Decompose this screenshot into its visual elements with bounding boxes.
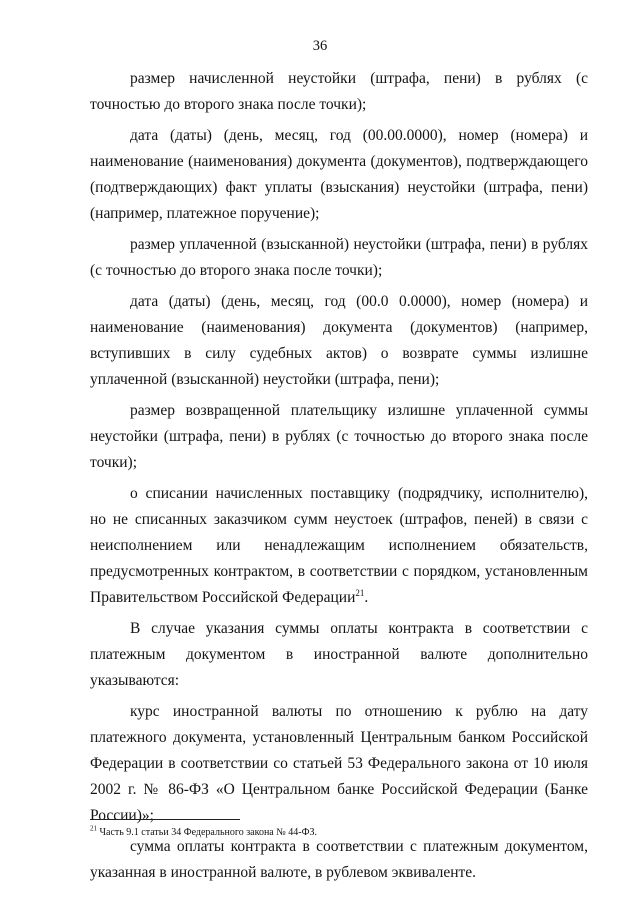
paragraph-text: о списании начисленных поставщику (подрядчику, исполнителю), но не списанных заказчиком сумм неустоек (штрафов, пеней) в связи с неисполнением или ненадлежащим исполнением обязательств, предусмотренных контрактом, в соответствии с порядком, установленным Правительством Российской Федерации [90,485,588,606]
paragraph-end-punctuation: . [364,589,369,606]
paragraph: размер начисленной неустойки (штрафа, пени) в рублях (с точностью до второго знака после точки); [90,70,588,113]
footnote-marker: 21 [90,824,97,833]
paragraph: дата (даты) (день, месяц, год (00.0 0.0000), номер (номера) и наименование (наименования) документа (документов) (например, вступивших в силу судебных актов) о возврате суммы излишне уплаченной (взысканной) неустойки (штрафа, пени); [90,293,588,388]
paragraph: курс иностранной валюты по отношению к рублю на дату платежного документа, установленный Центральным банком Российской Федерации в соответствии со статьей 53 Федерального закона от 10 июля 2002 г. № 86-ФЗ «О Центральном банке Российской Федерации (Банке России)»; [90,703,588,824]
footnote [90,826,588,839]
paragraph: размер возвращенной плательщику излишне уплаченной суммы неустойки (штрафа, пени) в рублях (с точностью до второго знака после точки); [90,402,588,471]
paragraph: В случае указания суммы оплаты контракта в соответствии с платежным документом в иностранной валюте дополнительно указываются: [90,620,588,689]
paragraph: дата (даты) (день, месяц, год (00.00.0000), номер (номера) и наименование (наименования) документа (документов), подтверждающего (подтверждающих) факт уплаты (взыскания) неустойки (штрафа, пени) (например, платежное поручение); [90,127,588,222]
page-number: 36 [312,38,328,54]
document-body [90,66,588,886]
paragraph: сумма оплаты контракта в соответствии с платежным документом, указанная в иностранной валюте, в рублевом эквиваленте. [90,838,588,881]
paragraph: размер уплаченной (взысканной) неустойки (штрафа, пени) в рублях (с точностью до второго знака после точки); [90,236,588,279]
footnote-divider [90,819,240,820]
paragraph-with-footnote [90,481,588,611]
footnote-reference: 21 [355,587,365,598]
footnote-text: Часть 9.1 статьи 34 Федерального закона № 44-ФЗ. [97,827,318,838]
